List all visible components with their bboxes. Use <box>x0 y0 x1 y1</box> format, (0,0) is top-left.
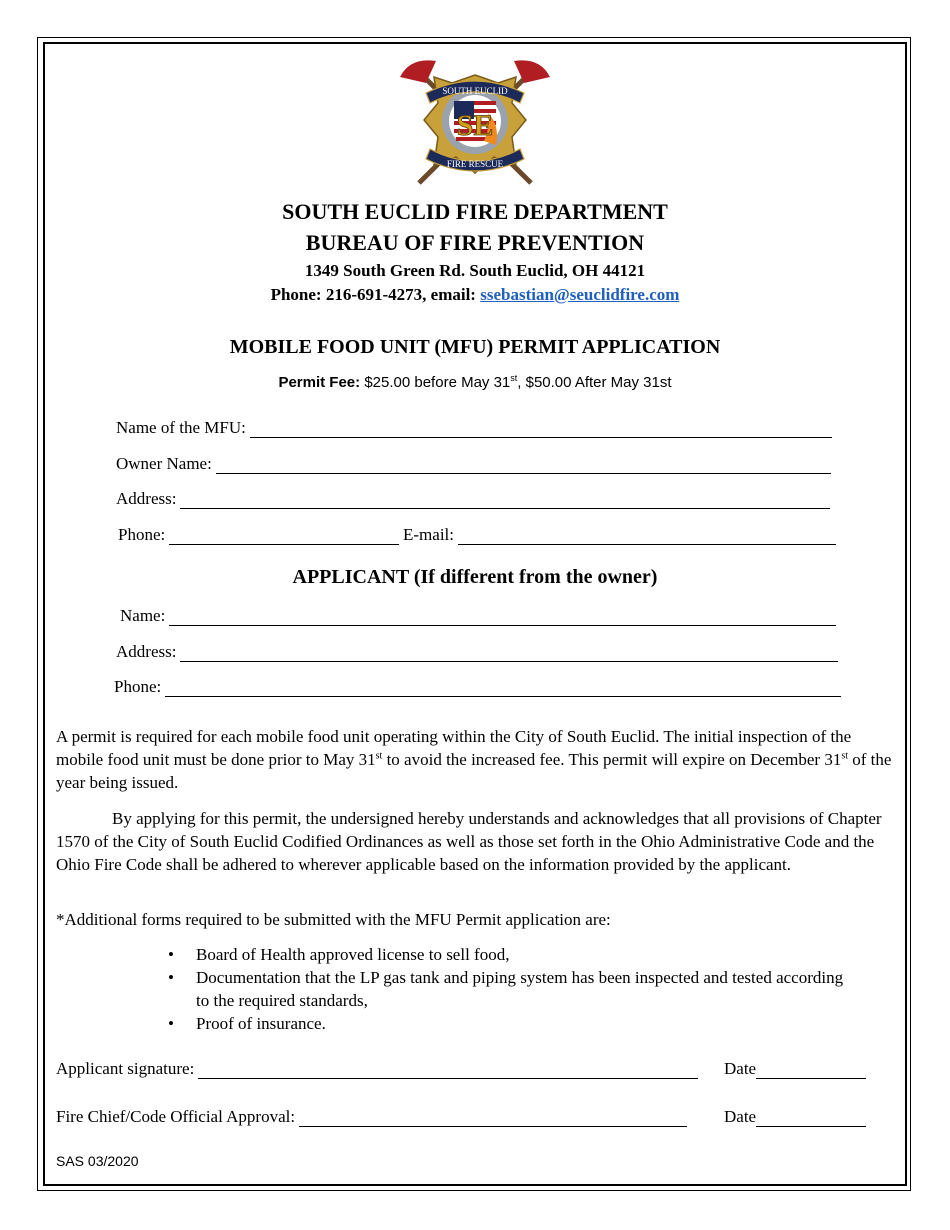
owner-phone-field[interactable] <box>118 523 399 545</box>
owner-phone-label: Phone: <box>118 525 166 544</box>
owner-email-label: E-mail: <box>403 525 454 544</box>
applicant-date-line[interactable] <box>756 1063 866 1079</box>
fee-sup: st <box>510 373 518 383</box>
chief-date-field[interactable] <box>724 1105 866 1127</box>
form-title: MOBILE FOOD UNIT (MFU) PERMIT APPLICATION <box>229 336 721 358</box>
applicant-address-label: Address: <box>116 642 177 661</box>
applicant-address-line[interactable] <box>180 646 838 662</box>
email-link[interactable]: ssebastian@seuclidfire.com <box>480 285 680 304</box>
svg-text:SE: SE <box>456 109 494 142</box>
department-address: 1349 South Green Rd. South Euclid, OH 44121 <box>304 261 646 280</box>
fee-label: Permit Fee: <box>278 374 361 391</box>
owner-phone-line[interactable] <box>169 529 399 545</box>
phone-text: Phone: 216-691-4273, email: <box>270 285 476 304</box>
fire-department-logo <box>396 55 554 185</box>
applicant-signature-label: Applicant signature: <box>56 1059 195 1078</box>
mfu-name-line[interactable] <box>250 422 832 438</box>
para1-part2: to avoid the increased fee. This permit will expire on December 31 <box>382 750 842 769</box>
owner-email-field[interactable] <box>403 523 836 545</box>
additional-forms-intro: *Additional forms required to be submitted with the MFU Permit application are: <box>56 910 611 929</box>
owner-email-line[interactable] <box>458 529 836 545</box>
applicant-phone-field[interactable] <box>114 675 841 697</box>
para1-sup2: st <box>841 750 848 762</box>
acknowledgement-paragraph: By applying for this permit, the undersigned hereby understands and acknowledges that all provisions of Chapter 1570 of the City of South Euclid Codified Ordinances as well as those set forth in the Ohio Administrative Code and the Ohio Fire Code shall be adhered to wherever applicable based on the information provided by the applicant. <box>56 809 882 874</box>
permit-fee <box>43 373 907 393</box>
chief-approval-field[interactable] <box>56 1105 687 1127</box>
mfu-name-field[interactable] <box>116 416 832 438</box>
owner-name-line[interactable] <box>216 458 831 474</box>
applicant-name-line[interactable] <box>169 610 836 626</box>
department-name: SOUTH EUCLID FIRE DEPARTMENT <box>282 199 668 224</box>
bureau-name: BUREAU OF FIRE PREVENTION <box>305 230 645 255</box>
para1-part3: of the year being issued. <box>56 750 892 792</box>
list-item: • Board of Health approved license to sell food, <box>160 943 860 966</box>
chief-date-label: Date <box>724 1107 757 1126</box>
logo-text-top: SOUTH EUCLID <box>442 86 508 96</box>
owner-name-label: Owner Name: <box>116 454 212 473</box>
owner-address-label: Address: <box>116 489 177 508</box>
applicant-heading: APPLICANT (If different from the owner) <box>292 566 658 588</box>
fee-part1: $25.00 before May 31 <box>364 374 511 391</box>
owner-address-field[interactable] <box>116 487 830 509</box>
list-item: • Proof of insurance. <box>160 1012 860 1035</box>
applicant-phone-label: Phone: <box>114 677 162 696</box>
list-item: • Documentation that the LP gas tank and piping system has been inspected and tested according to the required standards, <box>160 966 860 1012</box>
applicant-phone-line[interactable] <box>165 681 841 697</box>
applicant-date-label: Date <box>724 1059 757 1078</box>
applicant-signature-line[interactable] <box>198 1063 698 1079</box>
para1-sup1: st <box>375 750 383 762</box>
applicant-name-field[interactable] <box>120 604 836 626</box>
applicant-name-label: Name: <box>120 606 166 625</box>
para1-part1: A permit is required for each mobile food unit operating within the City of South Euclid. The initial inspection of the mobile food unit must be done prior to May 31 <box>56 727 852 769</box>
chief-approval-label: Fire Chief/Code Official Approval: <box>56 1107 296 1126</box>
chief-date-line[interactable] <box>756 1111 866 1127</box>
owner-name-field[interactable] <box>116 452 831 474</box>
chief-approval-line[interactable] <box>299 1111 687 1127</box>
logo-text-bottom: FIRE RESCUE <box>446 159 504 169</box>
applicant-date-field[interactable] <box>724 1057 866 1079</box>
mfu-name-label: Name of the MFU: <box>116 418 246 437</box>
applicant-signature-field[interactable] <box>56 1057 698 1079</box>
applicant-address-field[interactable] <box>116 640 838 662</box>
department-contact <box>43 285 907 305</box>
permit-requirement-paragraph <box>56 725 898 794</box>
fee-part2: , $50.00 After May 31st <box>517 374 672 391</box>
requirements-list <box>160 943 860 1035</box>
form-revision-code: SAS 03/2020 <box>56 1153 139 1169</box>
owner-address-line[interactable] <box>180 493 830 509</box>
